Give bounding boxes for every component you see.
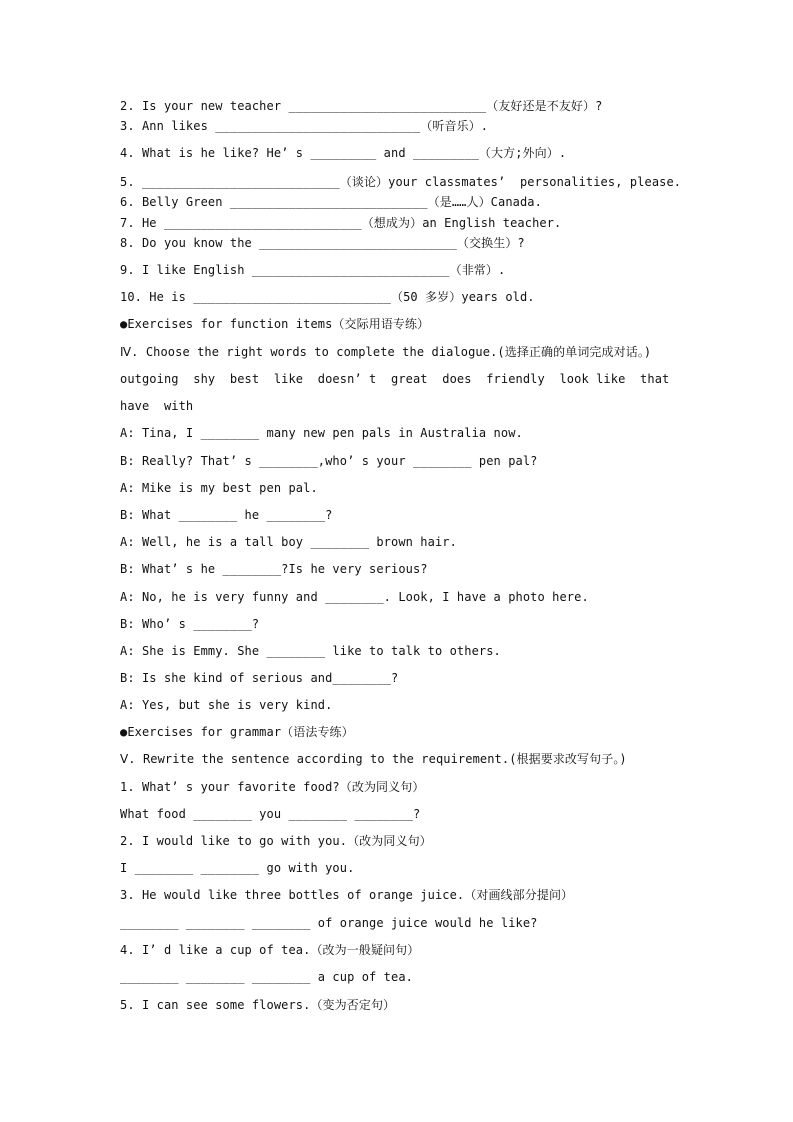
dialogue-line: A: Tina, I ________ many new pen pals in Australia now. [120, 426, 523, 440]
section-heading-function: ●Exercises for function items（交际用语专练） [120, 317, 430, 331]
dialogue-line: A: Mike is my best pen pal. [120, 481, 318, 495]
dialogue-line: A: Yes, but she is very kind. [120, 698, 333, 712]
word-bank-line-2: have with [120, 399, 194, 413]
part5-instruction: Ⅴ. Rewrite the sentence according to the requirement.(根据要求改写句子。) [120, 752, 627, 766]
dialogue-line: A: No, he is very funny and ________. Look, I have a photo here. [120, 590, 589, 604]
dialogue-line: A: She is Emmy. She ________ like to talk to others. [120, 644, 501, 658]
rewrite-item: 4. I’ d like a cup of tea.（改为一般疑问句） [120, 943, 420, 957]
vocab-item-5: 5. ___________________________（谈论）your classmates’ personalities, please. [120, 175, 682, 189]
dialogue-line: B: Who’ s ________? [120, 617, 260, 631]
vocab-item-2: 2. Is your new teacher ___________________________（友好还是不友好）? [120, 99, 603, 113]
vocab-item-8: 8. Do you know the ___________________________（交换生）? [120, 236, 525, 250]
rewrite-item: 3. He would like three bottles of orange juice.（对画线部分提问） [120, 888, 574, 902]
dialogue-line: B: Is she kind of serious and________? [120, 671, 399, 685]
vocab-item-10: 10. He is ___________________________（50 多岁）years old. [120, 290, 535, 304]
rewrite-item: ________ ________ ________ of orange juice would he like? [120, 916, 538, 930]
rewrite-item: 2. I would like to go with you.（改为同义句） [120, 834, 432, 848]
vocab-item-4: 4. What is he like? He’ s _________ and _________（大方;外向）. [120, 146, 567, 160]
rewrite-item: 1. What’ s your favorite food?（改为同义句） [120, 780, 425, 794]
dialogue-line: B: What ________ he ________? [120, 508, 333, 522]
word-bank-line-1: outgoing shy best like doesn’ t great does friendly look like that [120, 372, 670, 386]
rewrite-item: 5. I can see some flowers.（变为否定句） [120, 998, 396, 1012]
rewrite-item: What food ________ you ________ ________? [120, 807, 421, 821]
vocab-item-7: 7. He ___________________________（想成为）an English teacher. [120, 216, 562, 230]
rewrite-item: I ________ ________ go with you. [120, 861, 355, 875]
vocab-item-9: 9. I like English ___________________________（非常）. [120, 263, 506, 277]
part4-instruction: Ⅳ. Choose the right words to complete the dialogue.(选择正确的单词完成对话。) [120, 345, 652, 359]
dialogue-line: A: Well, he is a tall boy ________ brown hair. [120, 535, 457, 549]
section-heading-grammar: ●Exercises for grammar（语法专练） [120, 725, 354, 739]
dialogue-line: B: What’ s he ________?Is he very serious? [120, 562, 428, 576]
dialogue-line: B: Really? That’ s ________,who’ s your ________ pen pal? [120, 454, 538, 468]
vocab-item-6: 6. Belly Green ___________________________（是……人）Canada. [120, 195, 542, 209]
vocab-item-3: 3. Ann likes ____________________________（听音乐）. [120, 119, 489, 133]
rewrite-item: ________ ________ ________ a cup of tea. [120, 970, 413, 984]
